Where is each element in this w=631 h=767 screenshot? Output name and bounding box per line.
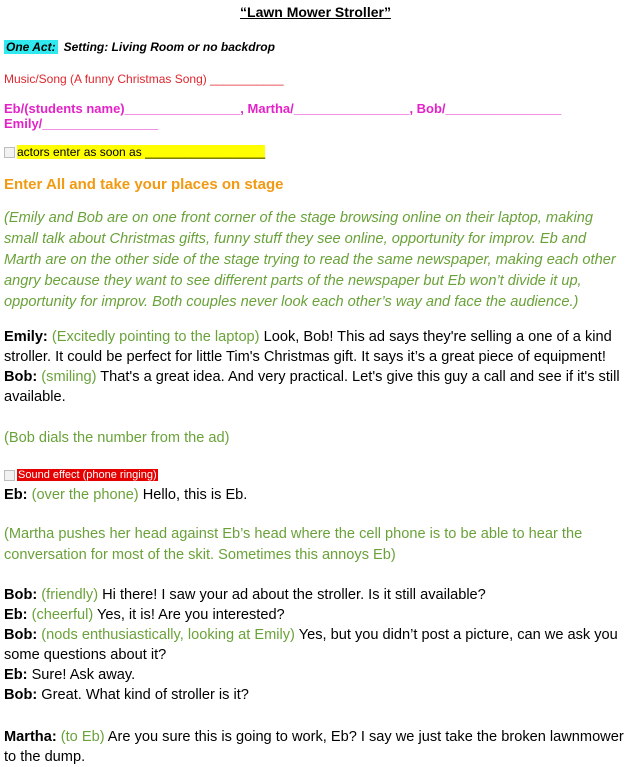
stage-direction: (cheerful) xyxy=(31,607,94,623)
music-line: Music/Song (A funny Christmas Song) ___________ xyxy=(4,72,284,86)
cast-names-line: Eb/(students name)________________, Martha/________________, Bob/________________ Emily/________________ xyxy=(4,101,562,131)
stage-direction: (nods enthusiastically, looking at Emily) xyxy=(41,627,295,643)
dialogue-line xyxy=(4,625,626,665)
sound-effect-line xyxy=(4,469,158,481)
stage-direction: (smiling) xyxy=(41,369,97,385)
stage-direction: (friendly) xyxy=(41,587,99,603)
actors-line xyxy=(4,145,265,159)
dialogue-text: Hi there! I saw your ad about the stroller. Is it still available? xyxy=(98,587,486,603)
dialogue-text: Great. What kind of stroller is it? xyxy=(37,687,249,703)
stage-direction: (Excitedly pointing to the laptop) xyxy=(51,329,260,345)
dialogue-block-2 xyxy=(4,485,626,505)
setting-text: Setting: Living Room or no backdrop xyxy=(63,40,275,54)
checkbox-icon[interactable] xyxy=(4,470,15,481)
dialogue-text: That's a great idea. And very practical. Let's give this guy a call and see if it's still available. xyxy=(4,369,620,405)
dialogue-line xyxy=(4,665,626,685)
actors-text: actors enter as soon as xyxy=(17,145,146,159)
speaker-name: Eb: xyxy=(4,607,28,623)
speaker-name: Eb: xyxy=(4,487,28,503)
speaker-name: Bob: xyxy=(4,587,38,603)
dialogue-text: Hello, this is Eb. xyxy=(138,487,248,503)
dialogue-block-1 xyxy=(4,327,626,407)
dialogue-text: Yes, but you didn’t post a picture, can we ask you some questions about it? xyxy=(4,627,618,663)
dialogue-line xyxy=(4,685,626,705)
dialogue-block-3 xyxy=(4,585,626,705)
page-title: “Lawn Mower Stroller” xyxy=(240,4,391,20)
stage-direction: (to Eb) xyxy=(60,729,105,745)
speaker-name: Emily: xyxy=(4,329,48,345)
dialogue-text: Yes, it is! Are you interested? xyxy=(93,607,285,623)
stage-direction: (over the phone) xyxy=(31,487,139,503)
enter-heading: Enter All and take your places on stage xyxy=(4,176,284,193)
dialogue-text: Look, Bob! This ad says they're selling a one of a kind stroller. It could be perfect for little Tim's Christmas gift. It says it’s a great piece of equipment! xyxy=(4,329,612,365)
one-act-label: One Act: xyxy=(6,40,56,54)
actors-blank: __________________ xyxy=(145,145,266,159)
dialogue-line xyxy=(4,367,626,407)
checkbox-icon[interactable] xyxy=(4,147,15,158)
dial-direction: (Bob dials the number from the ad) xyxy=(4,430,230,446)
speaker-name: Bob: xyxy=(4,627,38,643)
dialogue-text: Sure! Ask away. xyxy=(27,667,136,683)
speaker-name: Bob: xyxy=(4,687,38,703)
dialogue-line xyxy=(4,605,626,625)
martha-direction: (Martha pushes her head against Eb’s head where the cell phone is to be able to hear the conversation for most of the skit. Sometimes this annoys Eb) xyxy=(4,526,583,563)
actors-highlight xyxy=(17,145,265,159)
sound-effect-label: Sound effect (phone ringing) xyxy=(18,469,157,481)
dialogue-line xyxy=(4,585,626,605)
speaker-name: Bob: xyxy=(4,369,38,385)
dialogue-line xyxy=(4,727,626,767)
dialogue-text: Are you sure this is going to work, Eb? I say we just take the broken lawnmower to the dump. xyxy=(4,729,624,765)
dialogue-line xyxy=(4,485,626,505)
one-act-line xyxy=(4,40,275,54)
speaker-name: Eb: xyxy=(4,667,28,683)
intro-direction: (Emily and Bob are on one front corner of the stage browsing online on their laptop, making small talk about Christmas gifts, funny stuff they see online, opportunity for improv. Eb and Marth are on the other side of the stage trying to read the same newspaper, making each other angry because they want to see different parts of the newspaper but Eb won’t divide it up, opportunity for improv. Both couples never look each other’s way and face the audience.) xyxy=(4,210,616,310)
speaker-name: Martha: xyxy=(4,729,57,745)
dialogue-block-4 xyxy=(4,727,626,767)
dialogue-line xyxy=(4,327,626,367)
